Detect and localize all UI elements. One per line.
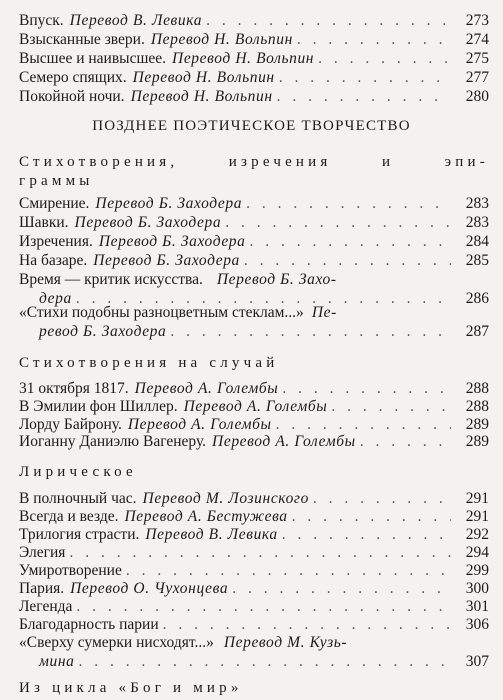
- page-number: 275: [465, 50, 489, 67]
- entry-title: Высшее и наивысшее.: [19, 50, 167, 67]
- dot-leader: [126, 561, 451, 580]
- page-number: 277: [465, 69, 489, 86]
- toc-entry: [19, 633, 489, 671]
- toc-entry: [19, 194, 489, 213]
- heading-word: Стихотворения,: [19, 154, 179, 170]
- heading-word: эпи-: [444, 154, 489, 170]
- toc-entry: [19, 543, 489, 562]
- toc-entry: [19, 251, 489, 270]
- dot-leader: [297, 30, 451, 49]
- entry-title: Элегия: [19, 544, 66, 561]
- entry-translator: Перевод Б. Захо-: [216, 271, 337, 288]
- entry-translator: Перевод А. Голембы: [134, 380, 279, 397]
- page-number: 299: [465, 562, 489, 579]
- section-heading: ПОЗДНЕЕ ПОЭТИЧЕСКОЕ ТВОРЧЕСТВО: [92, 118, 411, 134]
- page-number: 288: [465, 398, 489, 415]
- dot-leader: [331, 397, 451, 416]
- dot-leader: [232, 579, 451, 598]
- entry-translator-cont: дера: [39, 290, 72, 307]
- entry-title: На базаре.: [19, 252, 88, 269]
- page-number: 289: [465, 416, 489, 433]
- entry-title: Иоганну Даниэлю Вагенеру.: [19, 433, 207, 450]
- entry-title: Время — критик искусства.: [19, 271, 203, 288]
- dot-leader: [292, 507, 451, 526]
- entry-title: Смирение.: [19, 195, 90, 212]
- heading-word: изречения: [228, 154, 332, 170]
- dot-leader: [250, 232, 452, 251]
- page-number: 292: [465, 526, 489, 543]
- page-number: 284: [465, 233, 489, 250]
- toc-entry: [19, 11, 489, 30]
- page-number: 288: [465, 380, 489, 397]
- entry-title: Легенда: [19, 598, 73, 615]
- dot-leader: [206, 11, 451, 30]
- group-heading: [19, 153, 489, 191]
- page-number: 283: [465, 214, 489, 231]
- dot-leader: [313, 489, 451, 508]
- entry-translator: Перевод Б. Заходера: [98, 233, 246, 250]
- entry-translator: Перевод Б. Заходера: [95, 195, 243, 212]
- entry-title: Взысканные звери.: [19, 31, 145, 48]
- entry-translator: Перевод В. Левика: [145, 526, 278, 543]
- toc-entry: [19, 579, 489, 598]
- toc-entry: [19, 397, 489, 416]
- toc-entry: [19, 597, 489, 616]
- dot-leader: [170, 322, 451, 341]
- entry-title: Трилогия страсти.: [19, 526, 140, 543]
- entry-translator-cont: мина: [39, 653, 75, 670]
- toc-entry: [19, 49, 489, 68]
- entry-title: Впуск.: [19, 12, 64, 29]
- dot-leader: [318, 49, 451, 68]
- dot-leader: [282, 379, 451, 398]
- page-number: 273: [465, 12, 489, 29]
- page-number: 274: [465, 31, 489, 48]
- page-number: 287: [465, 323, 489, 340]
- entry-translator-cont: ревод Б. Заходера: [39, 323, 167, 340]
- page-number: 300: [465, 580, 489, 597]
- page-number: 306: [465, 616, 489, 633]
- entry-title: Покойной ночи.: [19, 88, 125, 105]
- entry-translator: Перевод А. Голембы: [183, 398, 328, 415]
- dot-leader: [244, 251, 451, 270]
- entry-title: Благодарность парии: [19, 616, 159, 633]
- toc-entry: [19, 379, 489, 398]
- entry-title: Семеро спящих.: [19, 69, 127, 86]
- entry-translator: Пе-: [311, 304, 337, 321]
- entry-translator: Перевод Н. Вольпин: [130, 88, 273, 105]
- entry-title: 31 октября 1817.: [19, 380, 129, 397]
- toc-entry: [19, 213, 489, 232]
- entry-title: Пария.: [19, 580, 65, 597]
- page-number: 307: [465, 653, 489, 670]
- page-number: 291: [465, 490, 489, 507]
- page-number: 289: [465, 433, 489, 450]
- dot-leader: [282, 525, 451, 544]
- dot-leader: [78, 652, 451, 671]
- entry-translator: Перевод Н. Вольпин: [172, 50, 315, 67]
- entry-translator: Перевод М. Лозинского: [142, 490, 309, 507]
- dot-leader: [279, 68, 451, 87]
- page-number: 286: [465, 290, 489, 307]
- entry-title: В полночный час.: [19, 490, 137, 507]
- entry-translator: Перевод А. Голембы: [212, 433, 356, 450]
- entry-translator: Перевод В. Левика: [69, 12, 203, 29]
- entry-translator: Перевод А. Голембы: [127, 416, 272, 433]
- dot-leader: [225, 213, 451, 232]
- toc-entry: [19, 507, 489, 526]
- dot-leader: [69, 543, 451, 562]
- dot-leader: [163, 615, 451, 634]
- page-number: 280: [465, 88, 489, 105]
- page-number: 301: [465, 598, 489, 615]
- page-number: 294: [465, 544, 489, 561]
- group-heading: Из цикла «Бог и мир»: [19, 680, 243, 696]
- toc-entry: [19, 303, 489, 341]
- dot-leader: [277, 87, 451, 106]
- entry-title: Умиротворение: [19, 562, 122, 579]
- dot-leader: [246, 194, 451, 213]
- toc-entry: [19, 432, 489, 451]
- heading-word: граммы: [19, 173, 94, 189]
- toc-entry: [19, 68, 489, 87]
- page-number: 283: [465, 195, 489, 212]
- toc-entry: [19, 232, 489, 251]
- group-heading: Лирическое: [19, 464, 137, 480]
- toc-entry: [19, 30, 489, 49]
- entry-title: «Стихи подобны разноцветным стеклам...»: [19, 304, 304, 321]
- dot-leader: [76, 597, 451, 616]
- toc-entry: [19, 87, 489, 106]
- entry-title: «Сверху сумерки нисходят...»: [19, 634, 214, 651]
- entry-translator: Перевод А. Бестужева: [124, 508, 288, 525]
- entry-title: В Эмилии фон Шиллер.: [19, 398, 178, 415]
- entry-title: Всегда и везде.: [19, 508, 119, 525]
- dot-leader: [360, 432, 451, 451]
- entry-translator: Перевод Б. Заходера: [93, 252, 240, 269]
- entry-translator: Перевод Н. Вольпин: [132, 69, 275, 86]
- entry-title: Изречения.: [19, 233, 93, 250]
- heading-word: и: [381, 154, 395, 170]
- toc-entry: [19, 561, 489, 580]
- entry-translator: Перевод Б. Заходера: [74, 214, 222, 231]
- toc-entry: [19, 489, 489, 508]
- page-number: 291: [465, 508, 489, 525]
- toc-entry: [19, 615, 489, 634]
- entry-title: Лорду Байрону.: [19, 416, 122, 433]
- entry-translator: Перевод М. Кузь-: [223, 634, 348, 651]
- entry-translator: Перевод Н. Вольпин: [150, 31, 293, 48]
- entry-translator: Перевод О. Чухонцева: [70, 580, 229, 597]
- group-heading: Стихотворения на случай: [19, 355, 279, 371]
- entry-title: Шавки.: [19, 214, 69, 231]
- toc-entry: [19, 525, 489, 544]
- page-number: 285: [465, 252, 489, 269]
